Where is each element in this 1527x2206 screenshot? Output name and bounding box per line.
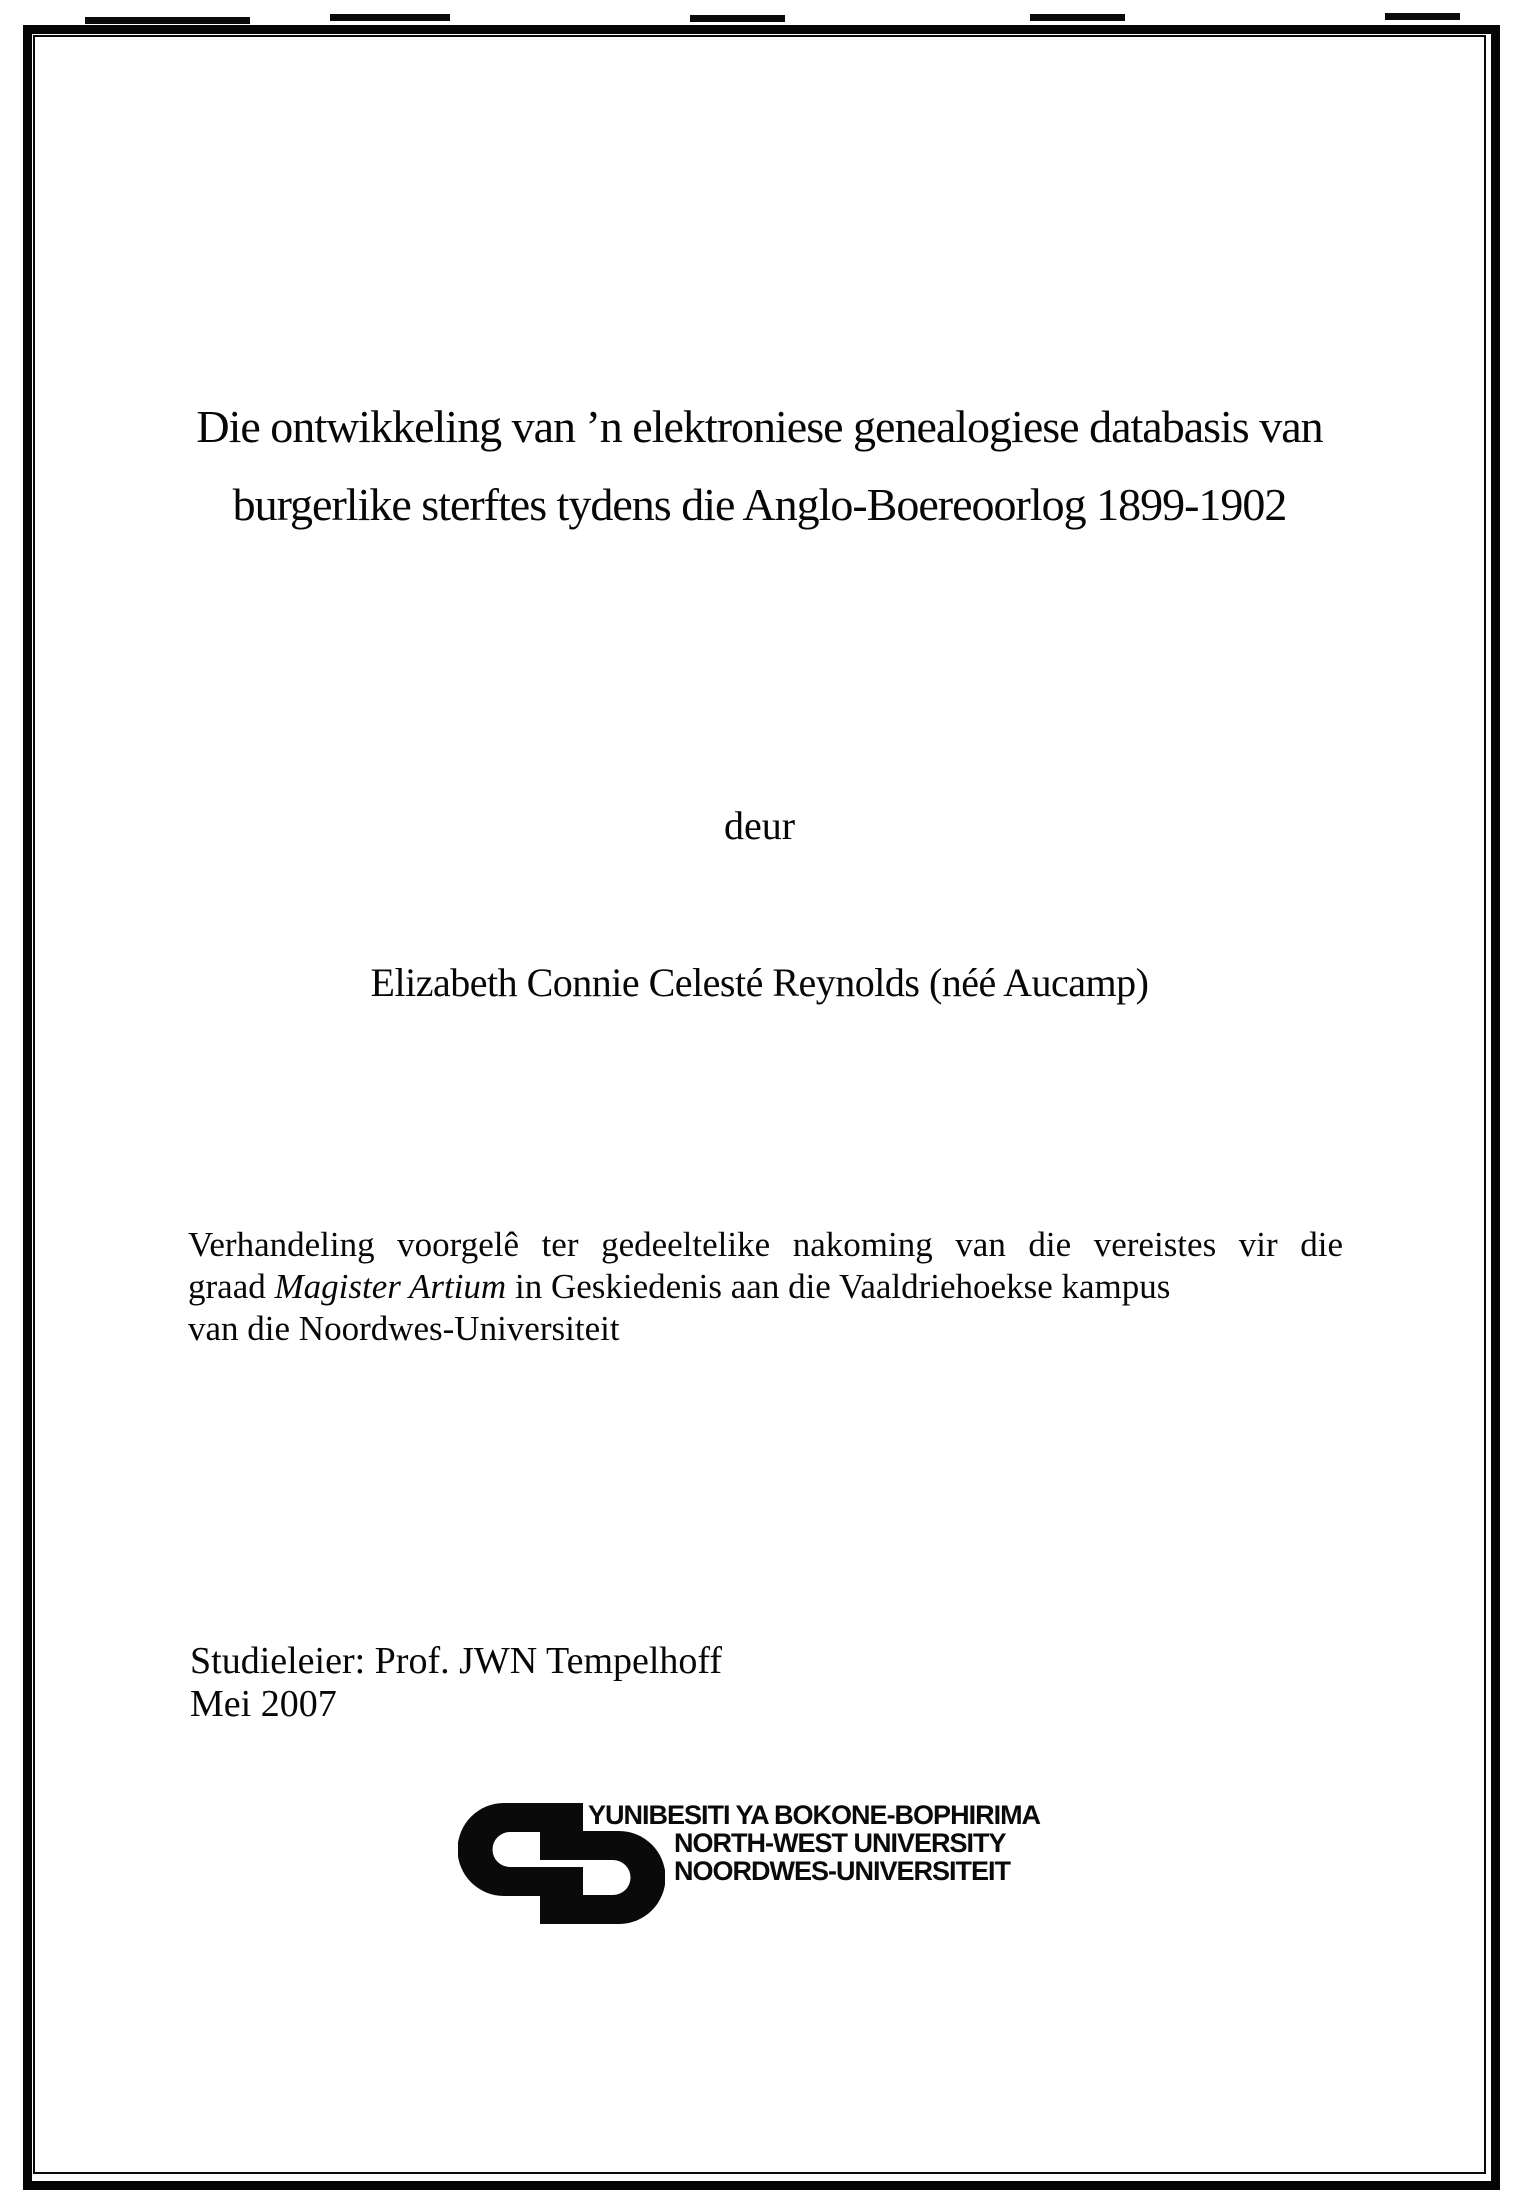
date-line: Mei 2007 — [190, 1683, 337, 1725]
statement-line-2 — [188, 1266, 1343, 1308]
degree-name-italic: Magister Artium — [274, 1267, 507, 1306]
title-line-1: Die ontwikkeling van ’n elektroniese genealogiese databasis van — [196, 401, 1323, 452]
title-line-2: burgerlike sterftes tydens die Anglo-Boereoorlog 1899-1902 — [232, 479, 1287, 530]
statement-line-2-post: in Geskiedenis aan die Vaaldriehoekse kampus — [506, 1267, 1171, 1306]
statement-line-2-pre: graad — [188, 1267, 275, 1306]
degree-statement — [188, 1224, 1343, 1350]
statement-line-3: van die Noordwes-Universiteit — [188, 1309, 620, 1348]
scan-artifact — [85, 17, 250, 24]
logo-text-afrikaans: NOORDWES-UNIVERSITEIT — [674, 1856, 1011, 1886]
scan-artifact — [1030, 14, 1125, 21]
scan-artifact — [330, 14, 450, 21]
scan-artifact — [690, 15, 785, 22]
logo-text-setswana: YUNIBESITI YA BOKONE-BOPHIRIMA — [588, 1800, 1041, 1830]
nwu-logo-text — [588, 1801, 1040, 1885]
byline-deur: deur — [723, 803, 796, 848]
logo-text-english: NORTH-WEST UNIVERSITY — [674, 1828, 1006, 1858]
thesis-title — [33, 388, 1486, 544]
scan-artifact — [1385, 13, 1460, 20]
author-name: Elizabeth Connie Celesté Reynolds (néé Aucamp) — [370, 960, 1149, 1005]
supervisor-block — [190, 1640, 722, 1726]
supervisor-line: Studieleier: Prof. JWN Tempelhoff — [190, 1640, 723, 1682]
statement-line-1: Verhandeling voorgelê ter gedeeltelike nakoming van die vereistes vir die — [188, 1225, 1343, 1264]
